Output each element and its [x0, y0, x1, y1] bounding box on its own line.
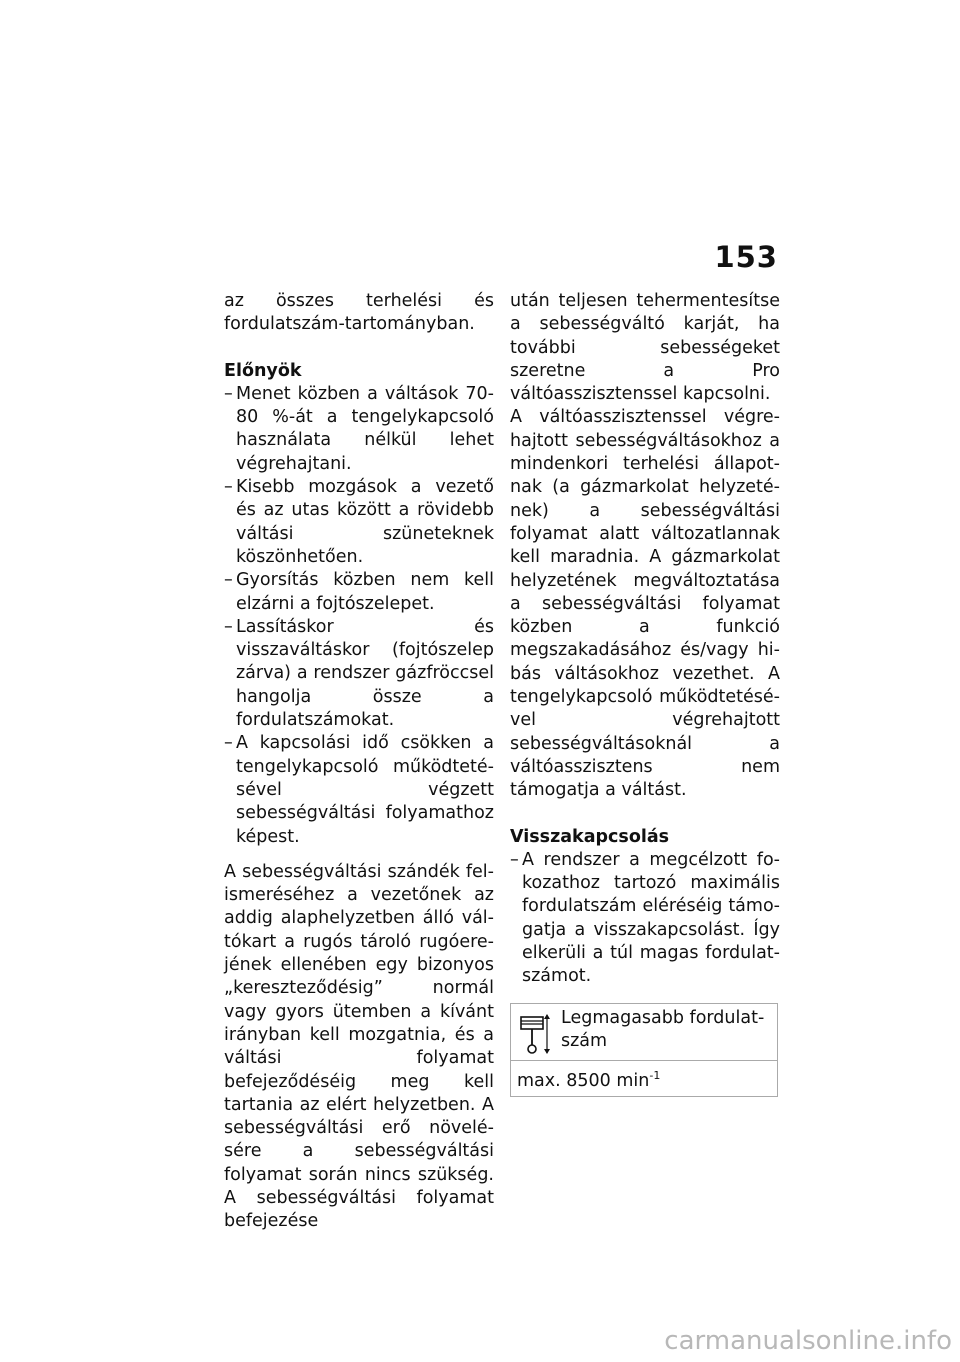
watermark: carmanualsonline.info — [664, 1326, 952, 1356]
list-item: – Gyorsítás közben nem kell elzárni a fojtószelepet. — [224, 569, 494, 616]
spec-table — [510, 1003, 778, 1097]
shift-intent-paragraph: A sebességváltási szándék felismeréséhez a vezetőnek az addig alaphelyzetben álló váltókart a rugós tároló rugóerejének ellenében egy bizonyos „kereszteződésig” normál vagy gyors ütemben a kívánt irányban kell mozgatnia, és a váltási folyamat befejeződéséig meg kell tartania az elért helyzetben. A sebességváltási erő növelésére a sebességváltási folyamat során nincs szükség. A sebességváltási folyamat befejezése — [224, 861, 494, 1232]
spec-value-exponent: -1 — [649, 1068, 661, 1082]
list-item: – A rendszer a megcélzott fokozathoz tartozó maximális fordulatszám eléréséig támogatja a visszakapcsolást. Így elkerüli a túl magas fordulatszámot. — [510, 849, 780, 989]
downshift-heading: Visszakapcsolás — [510, 826, 670, 847]
spec-header-cell — [511, 1003, 778, 1060]
spec-value-cell — [511, 1060, 778, 1096]
release-paragraph: után teljesen tehermentesítse a sebességváltó karját, ha további sebességeket szeretne a Pro váltóasszisztenssel kapcsolni. — [510, 291, 780, 405]
advantages-heading: Előnyök — [224, 360, 302, 381]
list-item: – Lassításkor és visszaváltáskor (fojtószelep zárva) a rendszer gázfröccsel hangolja össze a fordulatszámokat. — [224, 616, 494, 732]
page-number: 153 — [714, 240, 778, 274]
list-item: – A kapcsolási idő csökken a tengelykapcsoló működtetésével végzett sebességváltási folyamathoz képest. — [224, 732, 494, 848]
left-column — [224, 290, 494, 1234]
right-column — [510, 290, 780, 1097]
piston-icon — [517, 1013, 551, 1057]
intro-text: az összes terhelési és fordulatszám-tartományban. — [224, 291, 494, 335]
load-state-paragraph: A váltóasszisztenssel végrehajtott sebességváltásokhoz a mindenkori terhelési állapotnak (a gázmarkolat helyzetének) a sebességváltási folyamat alatt változatlannak kell maradnia. A gázmarkolat helyzetének megváltoztatása a sebességváltási folyamat közben a funkció megszakadásához és/vagy hibás váltásokhoz vezethet. A tengelykapcsoló működtetésével végrehajtott sebességváltásoknál a váltóasszisztens nem támogatja a váltást. — [510, 407, 780, 801]
list-item: – Menet közben a váltások 70-80 %-át a tengelykapcsoló használata nélkül lehet végrehajtani. — [224, 383, 494, 476]
spec-label: Legmagasabb fordulatszám — [561, 1007, 765, 1051]
advantages-list — [224, 383, 494, 849]
downshift-list — [510, 849, 780, 989]
spec-value: max. 8500 min — [517, 1070, 650, 1091]
list-item: – Kisebb mozgások a vezető és az utas között a rövidebb váltási szüneteknek köszönhetően. — [224, 476, 494, 569]
